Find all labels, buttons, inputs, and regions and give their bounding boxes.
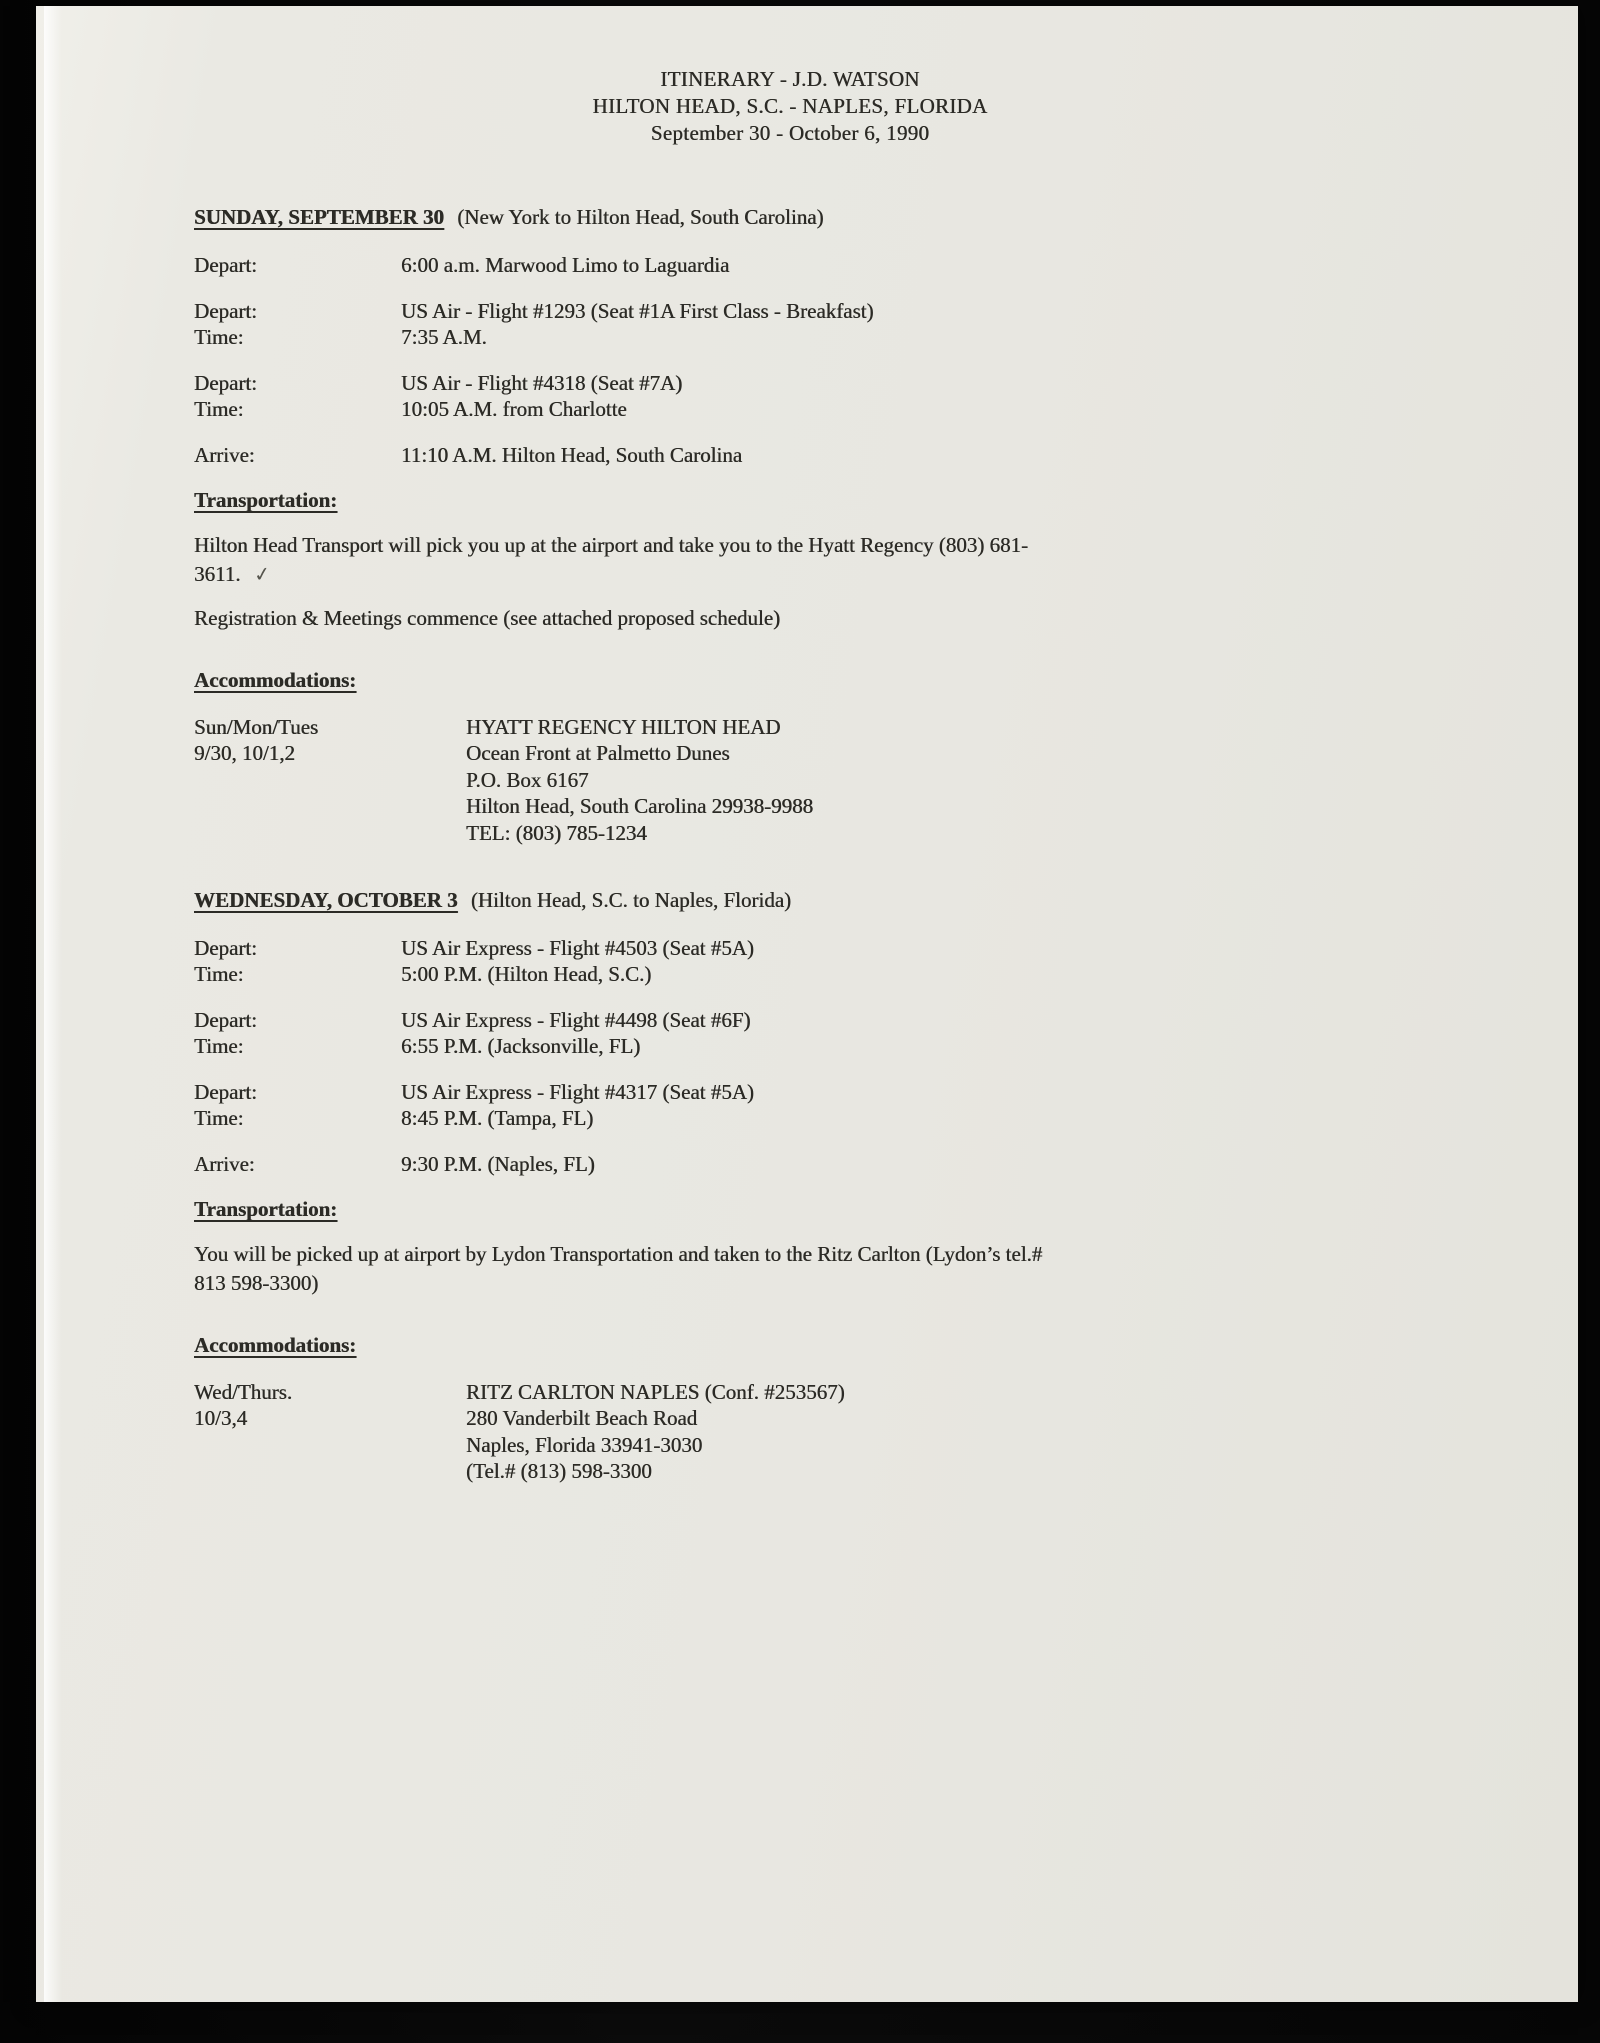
hotel-name: RITZ CARLTON NAPLES (Conf. #253567) (466, 1379, 845, 1404)
itinerary-leg (194, 252, 1458, 278)
hotel-address-line: P.O. Box 6167 (466, 767, 589, 792)
leg-label: Arrive: (194, 1152, 255, 1176)
section-title: WEDNESDAY, OCTOBER 3 (194, 888, 458, 912)
handwritten-checkmark: ✓ (252, 562, 273, 588)
leg-label: Arrive: (194, 443, 255, 467)
leg-value: US Air Express - Flight #4317 (Seat #5A) (401, 1080, 754, 1104)
accommodations-heading: Accommodations: (194, 1333, 357, 1357)
section-title: SUNDAY, SEPTEMBER 30 (194, 205, 444, 229)
transportation-heading: Transportation: (194, 488, 338, 512)
leg-value: US Air Express - Flight #4503 (Seat #5A) (401, 936, 754, 960)
leg-value: 6:55 P.M. (Jacksonville, FL) (401, 1034, 641, 1058)
itinerary-leg (194, 442, 1458, 468)
leg-label: Depart: (194, 253, 257, 277)
leg-value: 7:35 A.M. (401, 325, 487, 349)
itinerary-legs (194, 935, 1458, 1177)
leg-value: 10:05 A.M. from Charlotte (401, 397, 627, 421)
leg-label: Time: (194, 1106, 244, 1130)
leg-value: US Air - Flight #4318 (Seat #7A) (401, 371, 683, 395)
section-wednesday-october-3 (194, 888, 1458, 1485)
transportation-text (194, 531, 1060, 590)
section-route: (New York to Hilton Head, South Carolina) (457, 205, 824, 229)
hotel-address-line: Ocean Front at Palmetto Dunes (466, 741, 730, 765)
leg-label: Depart: (194, 936, 257, 960)
leg-label: Time: (194, 1034, 244, 1058)
leg-label: Depart: (194, 299, 257, 323)
leg-value: 9:30 P.M. (Naples, FL) (401, 1152, 595, 1176)
leg-label: Depart: (194, 1080, 257, 1104)
section-route: (Hilton Head, S.C. to Naples, Florida) (470, 888, 792, 912)
itinerary-leg (194, 370, 1458, 422)
hotel-name: HYATT REGENCY HILTON HEAD (466, 714, 781, 739)
transportation-text: You will be picked up at airport by Lydon Transportation and taken to the Ritz Carlton (Lydon’s tel.# 813 598-3300) (194, 1242, 1043, 1295)
leg-label: Time: (194, 325, 244, 349)
leg-label: Depart: (194, 1008, 257, 1032)
leg-value: 6:00 a.m. Marwood Limo to Laguardia (401, 253, 730, 277)
leg-value: 8:45 P.M. (Tampa, FL) (401, 1106, 594, 1130)
section-heading (194, 888, 1458, 913)
itinerary-leg (194, 1007, 1458, 1059)
hotel-address-line: Naples, Florida 33941-3030 (466, 1432, 703, 1457)
accommodations-heading: Accommodations: (194, 668, 357, 692)
itinerary-leg (194, 298, 1458, 350)
itinerary-legs (194, 252, 1458, 468)
leg-value: US Air Express - Flight #4498 (Seat #6F) (401, 1008, 751, 1032)
leg-label: Time: (194, 962, 244, 986)
document-header (158, 66, 1422, 147)
registration-note: Registration & Meetings commence (see attached proposed schedule) (194, 606, 781, 630)
leg-value: 11:10 A.M. Hilton Head, South Carolina (401, 443, 743, 467)
accommodation-dates: 10/3,4 (194, 1406, 248, 1430)
accommodation-days: Wed/Thurs. (194, 1379, 293, 1404)
itinerary-leg (194, 935, 1458, 987)
accommodation-days: Sun/Mon/Tues (194, 714, 319, 739)
leg-value: US Air - Flight #1293 (Seat #1A First Class - Breakfast) (401, 299, 874, 323)
itinerary-leg (194, 1079, 1458, 1131)
transportation-text-content: Hilton Head Transport will pick you up at the airport and take you to the Hyatt Regency (803) 681-3611. (194, 533, 1029, 586)
leg-value: 5:00 P.M. (Hilton Head, S.C.) (401, 962, 652, 986)
document-page (36, 6, 1578, 2002)
itinerary-leg (194, 1151, 1458, 1177)
accommodation-entry (194, 714, 1458, 847)
hotel-address-line: Hilton Head, South Carolina 29938-9988 (466, 794, 814, 818)
document-content (36, 6, 1578, 1525)
hotel-phone: (Tel.# (813) 598-3300 (466, 1459, 652, 1483)
document-title: ITINERARY - J.D. WATSON (660, 67, 920, 91)
hotel-address-line: 280 Vanderbilt Beach Road (466, 1406, 698, 1430)
document-subtitle: HILTON HEAD, S.C. - NAPLES, FLORIDA (592, 94, 988, 118)
transportation-heading: Transportation: (194, 1197, 338, 1221)
document-date-range: September 30 - October 6, 1990 (650, 121, 930, 145)
accommodation-dates: 9/30, 10/1,2 (194, 741, 295, 765)
section-sunday-september-30 (194, 205, 1458, 846)
accommodation-entry (194, 1379, 1458, 1485)
leg-label: Depart: (194, 371, 257, 395)
leg-label: Time: (194, 397, 244, 421)
section-heading (194, 205, 1458, 230)
hotel-phone: TEL: (803) 785-1234 (466, 820, 647, 845)
